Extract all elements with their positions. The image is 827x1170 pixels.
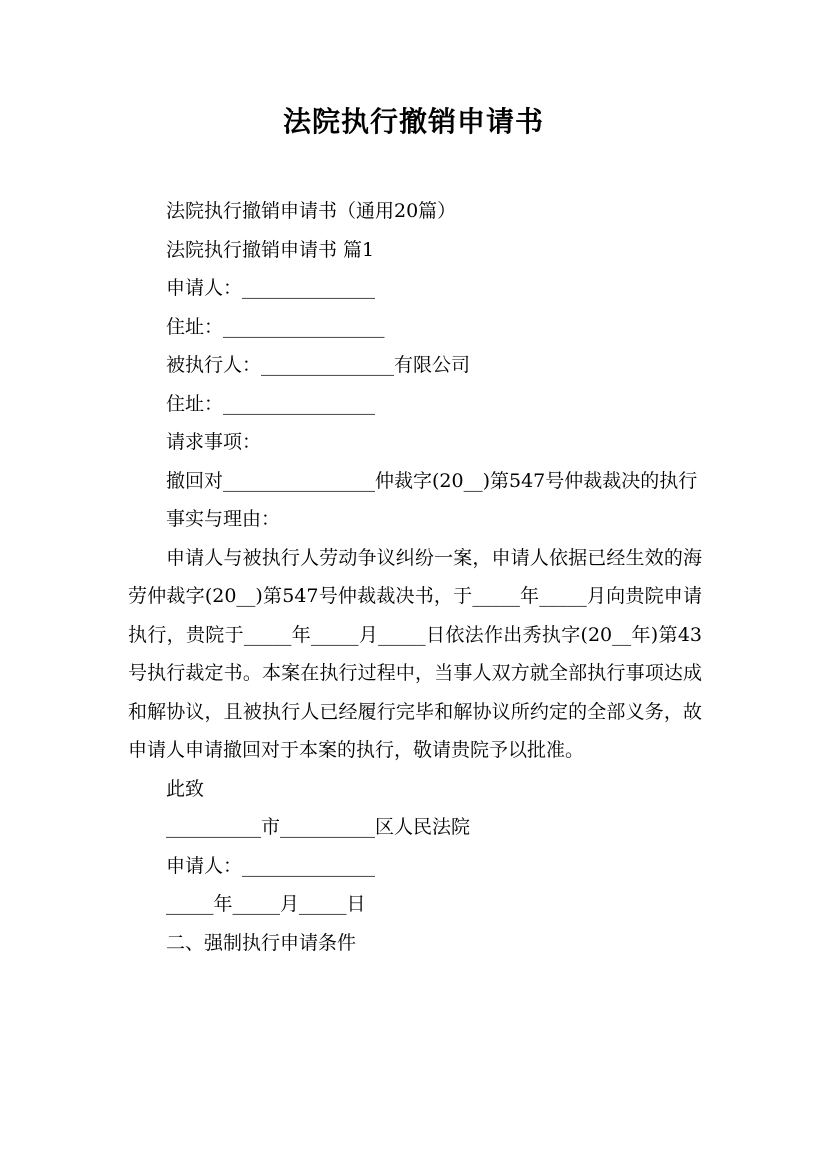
next-section-heading: 二、强制执行申请条件 [166,931,357,954]
request-heading: 请求事项： [166,431,262,453]
signature-applicant-field: 申请人：______________ [166,854,376,877]
document-body [128,192,702,962]
respondent-field: 被执行人：______________有限公司 [166,354,471,376]
facts-paragraph: 申请人与被执行人劳动争议纠纷一案，申请人依据已经生效的海劳仲裁字(20__)第547号仲裁裁决书，于_____年_____月向贵院申请执行，贵院于_____年_____月_____日依法作出秀执字(20__年)第43号执行裁定书。本案在执行过程中，当事人双方就全部执行事项达成和解协议，且被执行人已经履行完毕和解协议所约定的全部义务，故申请人申请撤回对于本案的执行，敬请贵院予以批准。 [128,546,702,761]
facts-heading: 事实与理由： [166,508,281,530]
request-paragraph: 撤回对________________仲裁字(20__)第547号仲裁裁决的执行 [166,469,698,492]
date-field: _____年_____月_____日 [166,893,366,915]
salutation: 此致 [166,777,205,800]
subtitle-line: 法院执行撤销申请书（通用20篇） [166,200,457,222]
document-title: 法院执行撤销申请书 [282,105,544,138]
court-addressee: __________市__________区人民法院 [166,816,471,838]
applicant-field: 申请人：______________ [166,277,376,299]
applicant-address-field: 住址：_________________ [166,315,385,338]
section-heading: 法院执行撤销申请书 篇1 [166,238,375,261]
respondent-address-field: 住址：________________ [166,392,376,415]
